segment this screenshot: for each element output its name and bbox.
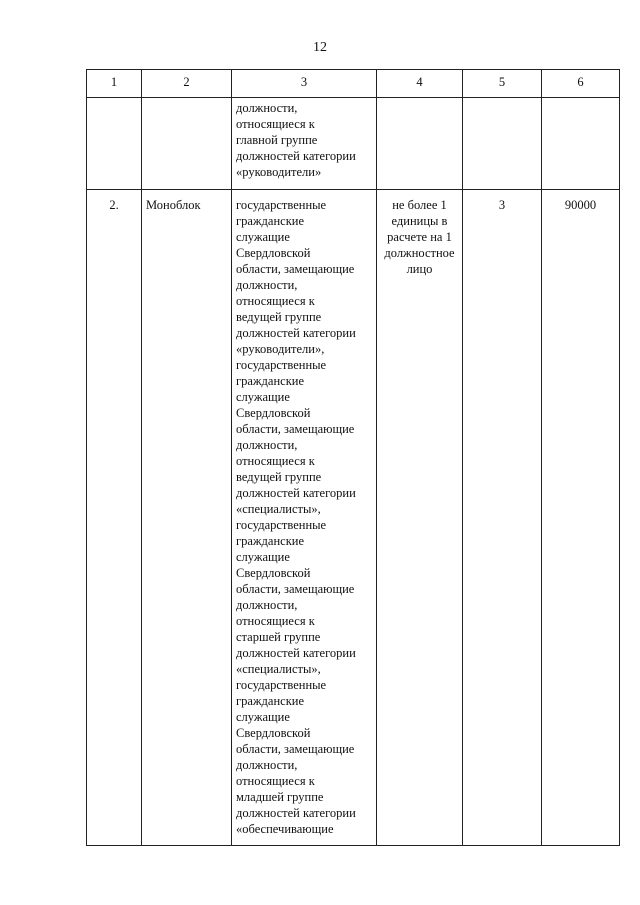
page-number: 12 [313, 40, 327, 55]
column-header-6: 6 [542, 70, 620, 98]
column-header-3: 3 [232, 70, 377, 98]
term-cell: 3 [463, 190, 542, 846]
table-row [87, 98, 620, 190]
price-cell: 90000 [542, 190, 620, 846]
term-cell [463, 98, 542, 190]
equipment-name-cell: Моноблок [142, 190, 232, 846]
row-number-cell [87, 98, 142, 190]
quantity-cell [377, 98, 463, 190]
row-number-cell: 2. [87, 190, 142, 846]
norms-table [86, 69, 620, 846]
column-header-2: 2 [142, 70, 232, 98]
price-cell [542, 98, 620, 190]
equipment-name-cell [142, 98, 232, 190]
column-header-4: 4 [377, 70, 463, 98]
table-row [87, 190, 620, 846]
column-header-5: 5 [463, 70, 542, 98]
positions-description-cell: должности, относящиеся к главной группе должностей категории «руководители» [232, 98, 377, 190]
quantity-cell: не более 1 единицы в расчете на 1 должностное лицо [377, 190, 463, 846]
positions-description-cell: государственные гражданские служащие Свердловской области, замещающие должности, относящиеся к ведущей группе должностей категории «руководители», государственные гражданские служащие Свердловской области, замещающие должности, относящиеся к ведущей группе должностей категории «специалисты», государственные гражданские служащие Свердловской области, замещающие должности, относящиеся к старшей группе должностей категории «специалисты», государственные гражданские служащие Свердловской области, замещающие должности, относящиеся к младшей группе должностей категории «обеспечивающие [232, 190, 377, 846]
column-header-1: 1 [87, 70, 142, 98]
table-header-row [87, 70, 620, 98]
